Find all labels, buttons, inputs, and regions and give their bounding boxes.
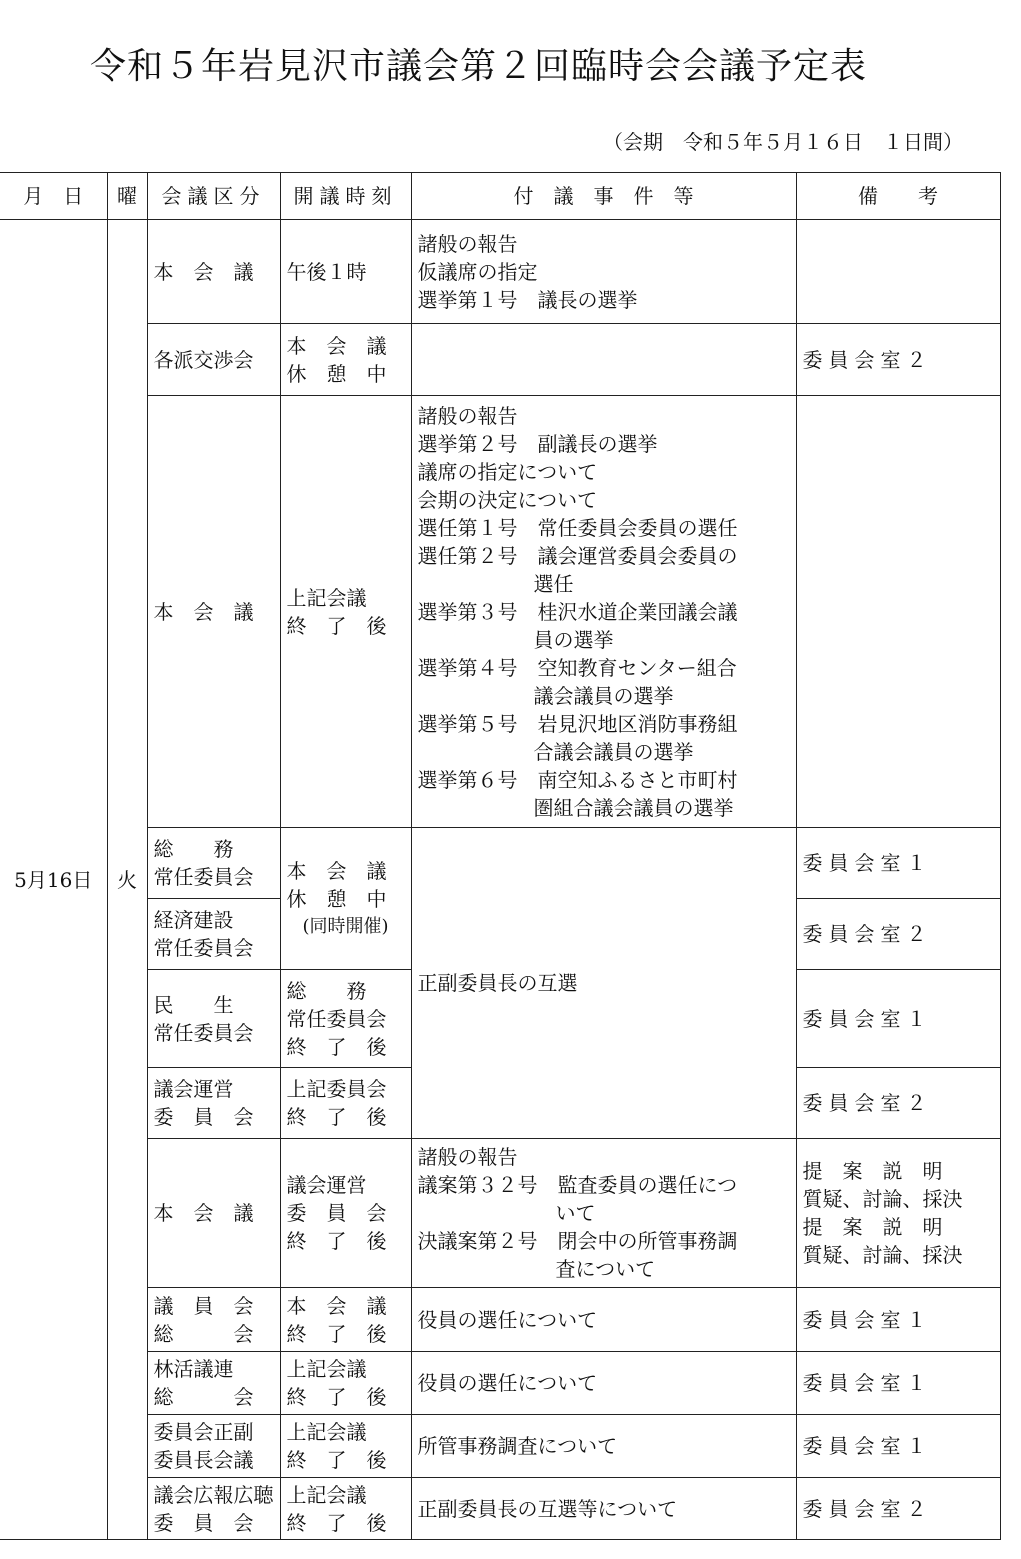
header-category: 会議区分: [147, 173, 280, 220]
item-line: 正副委員長の互選等について: [417, 1496, 678, 1521]
item-line: 議席の指定について: [417, 459, 598, 484]
time-line: 本 会 議: [286, 1293, 387, 1318]
time-line: 総 務: [286, 978, 367, 1003]
page-title: 令和５年岩見沢市議会第２回臨時会会議予定表: [90, 46, 868, 87]
item-line: 選任第１号 常任委員会委員の選任: [417, 515, 738, 540]
item-line: 選挙第５号 岩見沢地区消防事務組: [417, 711, 738, 736]
item-line: 査について: [555, 1257, 656, 1281]
remarks-cell: [796, 220, 1000, 324]
items-cell: [411, 220, 796, 324]
category-line: 常任委員会: [153, 1020, 254, 1045]
remarks-cell: [796, 1352, 1000, 1415]
category-line: 総 務: [153, 837, 234, 861]
items-cell: [411, 396, 796, 828]
time-cell: [280, 220, 411, 324]
time-cell: [280, 1352, 411, 1415]
remark-line: 委員会室１: [802, 1307, 933, 1332]
time-line: 終 了 後: [286, 613, 387, 638]
time-cell: [280, 1478, 411, 1540]
remarks-cell: [796, 324, 1000, 396]
schedule-table: [0, 172, 1001, 1540]
item-line: 選任: [533, 571, 574, 596]
category-line: 議会広報広聴: [153, 1482, 274, 1507]
time-line: 議会運営: [286, 1173, 367, 1197]
items-cell: [411, 1139, 796, 1288]
item-line: 諸般の報告: [417, 231, 518, 256]
item-line: 諸般の報告: [417, 403, 518, 428]
category-line: 総 会: [153, 1321, 254, 1346]
table-row: [0, 220, 1000, 324]
table-row: [0, 396, 1000, 828]
item-line: 議会議員の選挙: [533, 683, 674, 708]
time-line: 終 了 後: [286, 1229, 387, 1253]
remarks-cell: [796, 1478, 1000, 1540]
item-line: 選挙第１号 議長の選挙: [417, 287, 638, 312]
items-cell: [411, 1415, 796, 1478]
remarks-cell: [796, 1139, 1000, 1288]
item-line: 員の選挙: [533, 627, 614, 652]
item-line: 選挙第３号 桂沢水道企業団議会議: [417, 599, 738, 624]
category-cell: [147, 1139, 280, 1288]
time-cell: [280, 396, 411, 828]
time-cell: [280, 1139, 411, 1288]
items-cell: [411, 1352, 796, 1415]
time-line: 委 員 会: [286, 1201, 387, 1225]
time-cell: [280, 1288, 411, 1352]
remark-line: 質疑、討論、採決: [802, 1187, 963, 1211]
time-cell: [280, 828, 411, 970]
category-line: 常任委員会: [153, 865, 254, 889]
category-line: 議会運営: [153, 1077, 234, 1101]
category-line: 民 生: [153, 992, 234, 1017]
remarks-cell: [796, 828, 1000, 899]
remark-line: 提 案 説 明: [802, 1215, 943, 1239]
table-row: [0, 1139, 1000, 1288]
time-line: 終 了 後: [286, 1105, 387, 1129]
header-time: 開議時刻: [280, 173, 411, 220]
header-date: 月 日: [0, 173, 107, 220]
category-cell: [147, 899, 280, 970]
category-line: 委 員 会: [153, 1105, 254, 1129]
item-line: 会期の決定について: [417, 487, 598, 512]
header-items: 付 議 事 件 等: [411, 173, 796, 220]
item-line: 選挙第２号 副議長の選挙: [417, 431, 658, 456]
category-cell: [147, 1352, 280, 1415]
header-row: [0, 173, 1000, 220]
items-cell: [411, 1478, 796, 1540]
category-cell: [147, 970, 280, 1068]
header-weekday: 曜: [107, 173, 147, 220]
time-line: 本 会 議: [286, 333, 387, 358]
item-line: 役員の選任について: [417, 1371, 598, 1395]
table-row: [0, 1415, 1000, 1478]
category-cell: [147, 1288, 280, 1352]
item-line: いて: [555, 1201, 596, 1225]
category-cell: [147, 828, 280, 899]
category-line: 委員長会議: [153, 1448, 254, 1472]
time-line: 本 会 議: [286, 858, 387, 883]
category-line: 本 会 議: [153, 259, 254, 284]
item-line: 選挙第４号 空知教育センター組合: [417, 655, 737, 680]
remark-line: 委員会室１: [802, 851, 933, 875]
item-line: 正副委員長の互選: [417, 971, 578, 995]
remarks-cell: [796, 899, 1000, 970]
table-row: [0, 1288, 1000, 1352]
category-line: 林活議連: [153, 1357, 234, 1381]
time-cell: [280, 1415, 411, 1478]
item-line: 役員の選任について: [417, 1307, 598, 1332]
remark-line: 委員会室２: [802, 1496, 933, 1521]
time-line: (同時開催): [302, 915, 389, 937]
item-line: 議案第３２号 監査委員の選任につ: [417, 1173, 738, 1197]
remarks-cell: [796, 1068, 1000, 1139]
date-cell: 5月16日: [0, 220, 107, 1540]
time-line: 上記会議: [286, 585, 367, 610]
weekday-cell: 火: [107, 220, 147, 1540]
category-line: 委員会正副: [153, 1420, 254, 1444]
time-line: 午後１時: [286, 259, 367, 284]
header-remarks: 備 考: [796, 173, 1000, 220]
items-cell: [411, 324, 796, 396]
time-line: 終 了 後: [286, 1385, 387, 1409]
item-line: 諸般の報告: [417, 1145, 518, 1169]
table-row: [0, 1478, 1000, 1540]
remark-line: 提 案 説 明: [802, 1159, 943, 1183]
remark-line: 委員会室１: [802, 1006, 933, 1031]
time-line: 上記会議: [286, 1420, 367, 1444]
remark-line: 委員会室２: [802, 1091, 933, 1115]
remarks-cell: [796, 1288, 1000, 1352]
time-cell: [280, 1068, 411, 1139]
time-line: 休 憩 中: [286, 886, 387, 911]
category-line: 常任委員会: [153, 936, 254, 960]
category-cell: [147, 1068, 280, 1139]
category-line: 経済建設: [153, 908, 234, 932]
table-row: [0, 828, 1000, 899]
category-line: 議 員 会: [153, 1293, 254, 1318]
time-line: 上記会議: [286, 1482, 367, 1507]
time-cell: [280, 324, 411, 396]
item-line: 合議会議員の選挙: [533, 739, 694, 764]
time-line: 休 憩 中: [286, 361, 387, 386]
remarks-cell: [796, 1415, 1000, 1478]
session-period: （会期 令和５年５月１６日 １日間）: [603, 130, 963, 154]
time-line: 終 了 後: [286, 1510, 387, 1535]
remarks-cell: [796, 970, 1000, 1068]
remark-line: 委員会室１: [802, 1434, 933, 1458]
item-line: 仮議席の指定: [417, 259, 538, 284]
items-cell: [411, 1288, 796, 1352]
item-line: 所管事務調査について: [417, 1434, 618, 1458]
time-line: 上記委員会: [286, 1077, 387, 1101]
remark-line: 質疑、討論、採決: [802, 1243, 963, 1267]
time-line: 上記会議: [286, 1357, 367, 1381]
category-line: 総 会: [153, 1385, 254, 1409]
time-line: 終 了 後: [286, 1448, 387, 1472]
category-cell: [147, 324, 280, 396]
category-line: 各派交渉会: [153, 347, 254, 372]
item-line: 選任第２号 議会運営委員会委員の: [417, 543, 738, 568]
remark-line: 委員会室１: [802, 1371, 933, 1395]
remarks-cell: [796, 396, 1000, 828]
time-line: 常任委員会: [286, 1006, 387, 1031]
table-row: [0, 1352, 1000, 1415]
item-line: 選挙第６号 南空知ふるさと市町村: [417, 767, 738, 792]
category-cell: [147, 1478, 280, 1540]
table-row: [0, 324, 1000, 396]
category-cell: [147, 220, 280, 324]
item-line: 圏組合議会議員の選挙: [533, 795, 734, 820]
category-line: 本 会 議: [153, 1201, 254, 1225]
items-cell: [411, 828, 796, 1139]
remark-line: 委員会室２: [802, 347, 933, 372]
item-line: 決議案第２号 閉会中の所管事務調: [417, 1229, 738, 1253]
time-cell: [280, 970, 411, 1068]
category-cell: [147, 396, 280, 828]
time-line: 終 了 後: [286, 1321, 387, 1346]
remark-line: 委員会室２: [802, 922, 933, 946]
time-line: 終 了 後: [286, 1034, 387, 1059]
category-line: 委 員 会: [153, 1510, 254, 1535]
category-line: 本 会 議: [153, 599, 254, 624]
category-cell: [147, 1415, 280, 1478]
